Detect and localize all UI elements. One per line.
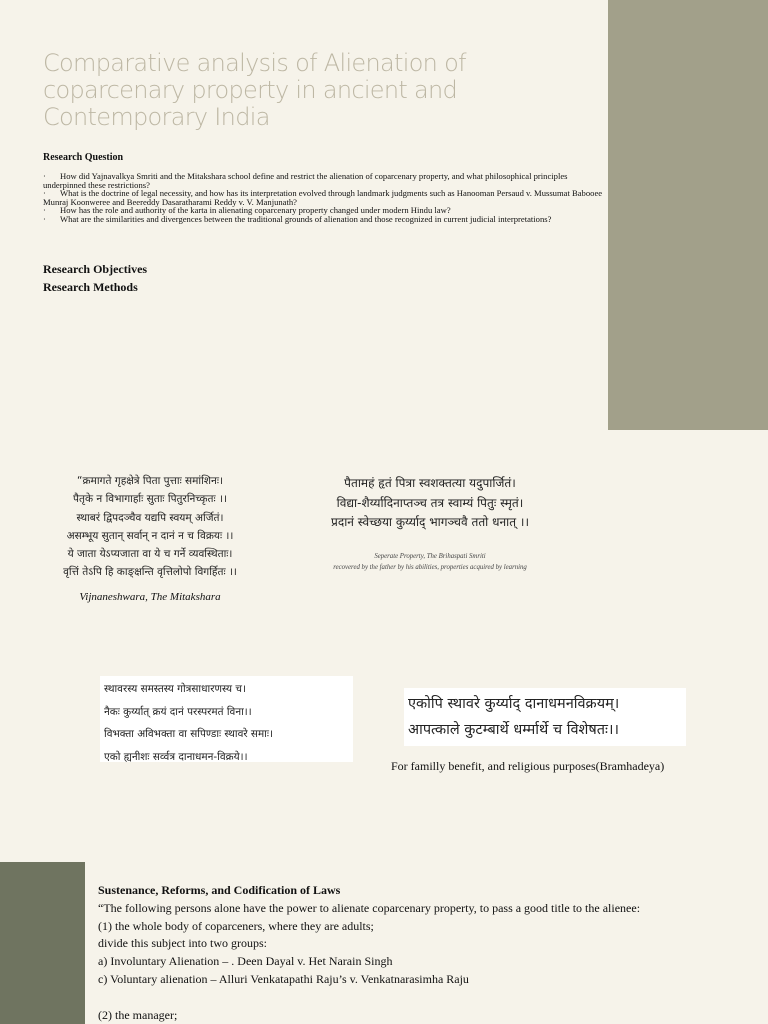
list-item: · How did Yajnavalkya Smriti and the Mitakshara school define and restrict the alienation of coparcenary property, and what philosophical principles underpinned these restrictions? [43, 171, 568, 190]
mitakshara-verse [30, 472, 270, 582]
point-2: (2) the manager; [98, 1007, 178, 1022]
spacer [98, 989, 738, 1007]
research-methods-heading: Research Methods [43, 280, 138, 294]
research-objectives-heading: Research Objectives [43, 262, 148, 276]
verse-line: असम्भूय सुतान् सर्वान् न दानं न च विक्रयः ।। [66, 529, 234, 542]
bullet: · [43, 213, 46, 224]
decorative-block-top-right [608, 0, 768, 430]
verse-line: एको ह्यनीशः सर्व्वत्र दानाधमन-विक्रये।। [104, 750, 248, 763]
verse-image-right [404, 688, 686, 746]
brihaspati-verse [300, 474, 560, 533]
verse-line: एकोपि स्थावरे कुर्य्याद् दानाधमनविक्रयम्। [408, 696, 620, 712]
sustenance-heading: Sustenance, Reforms, and Codification of Laws [98, 883, 341, 897]
point-1: (1) the whole body of coparceners, where they are adults; [98, 918, 374, 933]
verse-line: विद्या-शैर्य्यादिनाप्तञ्च तत्र स्वाम्यं पितुः स्मृतं। [336, 495, 524, 510]
mitakshara-caption: Vijnaneshwara, The Mitakshara [79, 591, 221, 603]
caption-line: Seperate Property, The Brihaspati Smriti [374, 553, 486, 560]
bullet: · [43, 205, 46, 216]
verse-image-left [100, 676, 353, 762]
verse-line: नैकः कुर्य्यात् क्रयं दानं परस्परमतं विना।। [104, 705, 252, 718]
caption-line: recovered by the father by his abilities, properties acquired by learning [333, 563, 527, 571]
verse-line: पैतृके न विभागार्हाः सुताः पितुरनिच्कृतः ।। [73, 493, 227, 506]
group-c: c) Voluntary alienation – Alluri Venkatapathi Raju’s v. Venkatnarasimha Raju [98, 971, 469, 986]
page-title: Comparative analysis of Alienation of coparcenary property in ancient and Contemporary India [43, 49, 466, 131]
group-a: a) Involuntary Alienation – . Deen Dayal v. Het Narain Singh [98, 954, 393, 969]
verse-line: आपत्काले कुटम्बार्थे धर्म्मार्थे च विशेषतः।। [408, 722, 619, 738]
sustenance-section [98, 882, 738, 1024]
divide-text: divide this subject into two groups: [98, 936, 267, 951]
verse-line: विभक्ता अविभक्ता वा सपिण्डाः स्थावरे समाः। [104, 728, 273, 740]
verse-line: पैतामहं हृतं पित्रा स्वशक्तत्या यदुपार्जितं। [344, 476, 516, 490]
bullet: · [43, 188, 46, 199]
bullet: · [43, 171, 46, 181]
verse-line: स्थावरस्य समस्तस्य गोत्रसाधारणस्य च। [104, 683, 246, 695]
verse-line: वृत्तिं तेऽपि हि काङ्क्षन्ति वृत्तिलोपो विगर्हितः ।। [63, 566, 237, 579]
verse-line: ये जाता येऽप्यजाता वा ये च गर्ने व्यवस्थिताः। [67, 548, 233, 561]
list-item: · What are the similarities and divergences between the traditional grounds of alienation and those recognized in current judicial interpretations? [43, 213, 552, 224]
sustenance-quote: “The following persons alone have the power to alienate coparcenary property, to pass a good title to the alienee: [98, 900, 641, 915]
research-question-list [43, 172, 603, 224]
list-item: · What is the doctrine of legal necessity, and how has its interpretation evolved through landmark judgments such as Hanooman Persaud v. Mussumat Babooee Munraj Koonweree and Beereddy Dasaratharami Reddy v. V. Manjunath? [43, 188, 603, 207]
decorative-block-bottom-left [0, 862, 85, 1024]
research-question-heading: Research Question [43, 152, 124, 163]
verse-line: प्रदानं स्वेच्छया कुर्य्याद् भागञ्चवै ततो धनात् ।। [331, 515, 529, 530]
list-item: · How has the role and authority of the karta in alienating coparcenary property changed under modern Hindu law? [43, 205, 451, 216]
brihaspati-caption [300, 552, 560, 573]
verse-image-right-caption: For familly benefit, and religious purposes(Bramhadeya) [391, 759, 665, 773]
verse-line: स्थाबरं द्विपदञ्चैव यद्यपि स्वयम् अर्जितं। [76, 511, 224, 524]
verse-line: “क्रमागते गृहक्षेत्रे पिता पुत्ताः समांशिनः। [77, 475, 223, 487]
